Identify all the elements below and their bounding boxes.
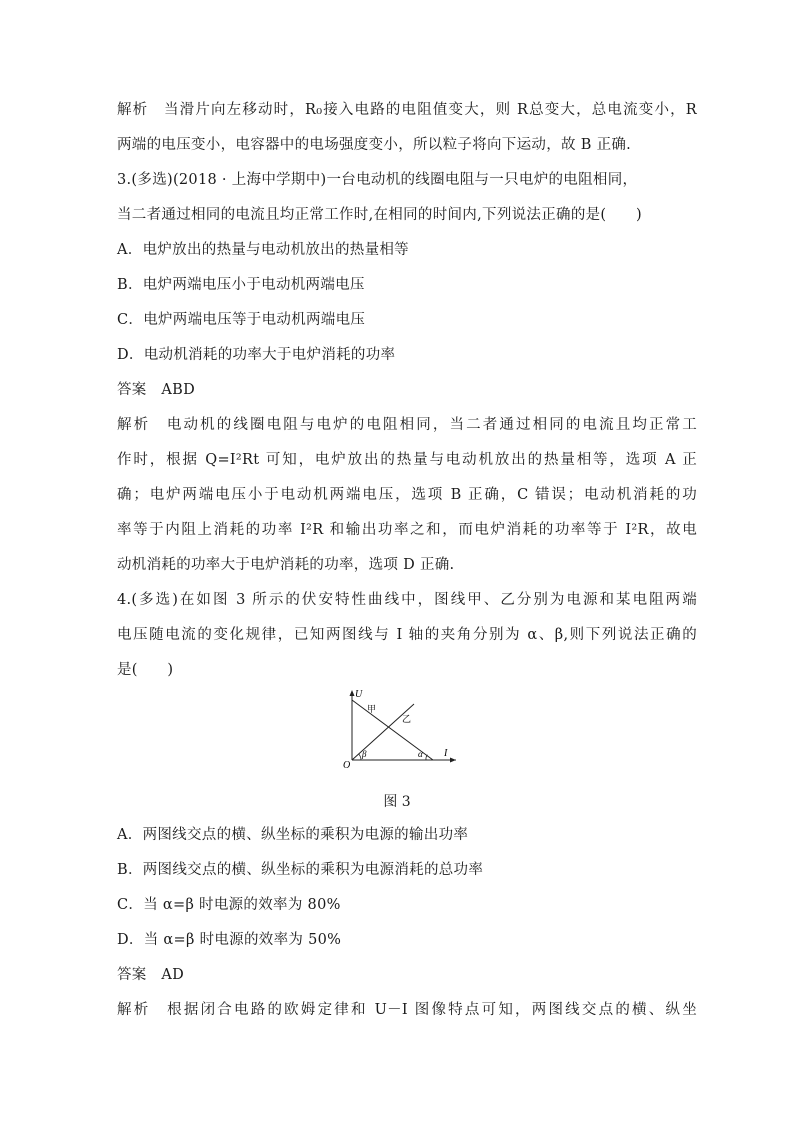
- option-b: B．两图线交点的横、纵坐标的乘积为电源消耗的总功率: [117, 862, 484, 878]
- option-a: A．两图线交点的横、纵坐标的乘积为电源的输出功率: [117, 827, 469, 843]
- question-3-line: 3.(多选)(2018 · 上海中学期中)一台电动机的线圈电阻与一只电炉的电阻相同，: [117, 172, 638, 188]
- beta-label: β: [362, 749, 367, 759]
- i-axis-arrow: [450, 758, 456, 763]
- text-line: 两端的电压变小，电容器中的电场强度变小，所以粒子将向下运动，故 B 正确.: [117, 137, 632, 153]
- question-4-line: 是( ): [117, 662, 174, 678]
- origin-label: O: [343, 760, 351, 770]
- analysis-line: 率等于内阻上消耗的功率 I²R 和输出功率之和，而电炉消耗的功率等于 I²R，故电: [117, 522, 697, 538]
- analysis-line: 确；电炉两端电压小于电动机两端电压，选项 B 正确，C 错误；电动机消耗的功: [117, 487, 697, 503]
- i-axis-label: I: [444, 748, 448, 759]
- line-jia-label: 甲: [367, 705, 377, 715]
- beta-arc: [359, 754, 361, 760]
- option-c: C．电炉两端电压等于电动机两端电压: [117, 312, 366, 328]
- u-axis-arrow: [350, 690, 355, 696]
- option-b: B．电炉两端电压小于电动机两端电压: [117, 277, 365, 293]
- analysis-line: 解析 电动机的线圈电阻与电炉的电阻相同，当二者通过相同的电流且均正常工: [117, 417, 697, 433]
- text-line: 解析 当滑片向左移动时，R₀接入电路的电阻值变大，则 R总变大，总电流变小，R: [117, 102, 697, 118]
- figure-caption: 图 3: [383, 794, 411, 810]
- option-a: A．电炉放出的热量与电动机放出的热量相等: [117, 242, 409, 258]
- option-c: C．当 α=β 时电源的效率为 80%: [117, 897, 341, 913]
- option-d: D．当 α=β 时电源的效率为 50%: [117, 932, 342, 948]
- answer-line: 答案 AD: [117, 967, 185, 983]
- analysis-line: 作时，根据 Q=I²Rt 可知，电炉放出的热量与电动机放出的热量相等，选项 A 正: [117, 452, 697, 468]
- u-axis-label: U: [355, 689, 363, 700]
- alpha-arc: [426, 755, 427, 760]
- alpha-label: α: [418, 749, 423, 759]
- analysis-line: 解析 根据闭合电路的欧姆定律和 U－I 图像特点可知，两图线交点的横、纵坐: [117, 1002, 697, 1018]
- ui-graph-figure: [330, 688, 460, 770]
- question-3-line: 当二者通过相同的电流且均正常工作时,在相同的时间内,下列说法正确的是( ): [117, 207, 642, 223]
- answer-line: 答案 ABD: [117, 382, 196, 398]
- question-4-line: 电压随电流的变化规律，已知两图线与 I 轴的夹角分别为 α、β,则下列说法正确的: [117, 627, 697, 643]
- analysis-line: 动机消耗的功率大于电炉消耗的功率，选项 D 正确.: [117, 557, 455, 573]
- option-d: D．电动机消耗的功率大于电炉消耗的功率: [117, 347, 396, 363]
- line-yi-label: 乙: [402, 715, 412, 725]
- question-4-line: 4.(多选)在如图 3 所示的伏安特性曲线中，图线甲、乙分别为电源和某电阻两端: [117, 592, 697, 608]
